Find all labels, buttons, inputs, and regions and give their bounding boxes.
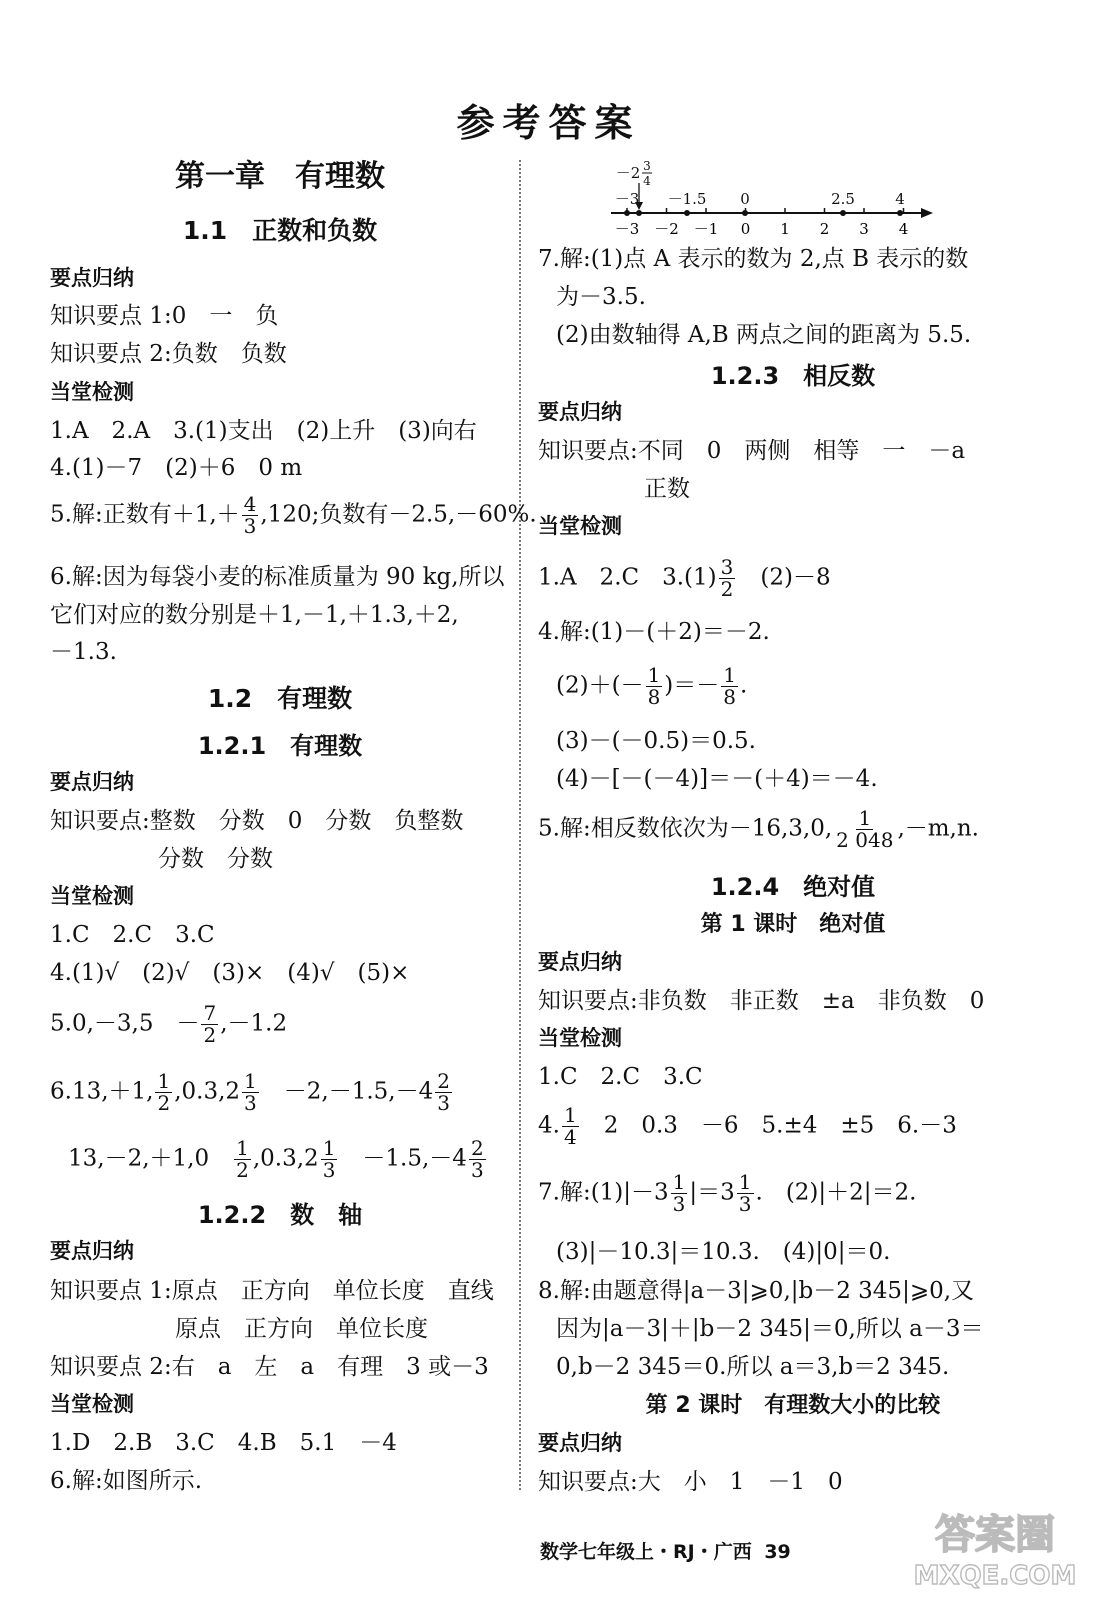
number-line-figure [603,158,943,240]
answer-line: 知识要点 2:右 a 左 a 有理 3 或－3 [50,1354,489,1380]
fraction: $\frac{7}{2}$ [203,1001,217,1047]
key-points-label: 要点归纳 [50,1239,134,1263]
page-number: 39 [764,1541,791,1563]
answer-line: 6.13,＋1, $\frac{1}{2}$ ,0.3,2 $\frac{1}{3}$ －2,－1.5,－4 $\frac{2}{3}$ [50,1069,450,1115]
check-label: 当堂检测 [538,1026,622,1050]
fraction-label-whole: －2 [615,164,641,182]
fraction: $\frac{3}{2}$ [720,555,734,601]
page-footer [540,1537,791,1564]
key-points-label: 要点归纳 [50,266,134,290]
point-dot [742,210,748,216]
fraction: $\frac{1}{3}$ [672,1170,686,1216]
check-label: 当堂检测 [50,1392,134,1416]
key-points-label: 要点归纳 [538,400,622,424]
answer-line: 分数 分数 [158,846,273,872]
answer-line: (3)－(－0.5)＝0.5. [556,728,756,754]
answer-line: 6.解:因为每袋小麦的标准质量为 90 kg,所以 [50,564,505,590]
answer-line: 5.解:相反数依次为－16,3,0, $\frac{1}{2 048}$ ,－m,n. [538,806,979,852]
point-label: －1.5 [667,190,707,208]
answer-line: 4.(1)－7 (2)＋6 0 m [50,455,303,481]
answer-line: 7.解:(1)点 A 表示的数为 2,点 B 表示的数 [538,246,969,272]
point-dot [624,210,630,216]
point-label: 4 [895,190,905,208]
book-title: 数学七年级上・RJ・广西 [540,1541,752,1563]
answer-line: (2)＋(－ $\frac{1}{8}$ )＝－ $\frac{1}{8}$ . [556,663,748,709]
answer-line: 知识要点 1:原点 正方向 单位长度 直线 [50,1278,494,1304]
point-dot [684,210,690,216]
fraction: $\frac{1}{2 048}$ [836,806,894,852]
key-points-label: 要点归纳 [50,770,134,794]
lesson-heading: 第 1 课时 绝对值 [700,912,886,937]
svg-text:MXQE.COM: MXQE.COM [913,1561,1077,1591]
answer-line: 它们对应的数分别是＋1,－1,＋1.3,＋2, [50,602,459,628]
chapter-heading: 第一章 有理数 [175,159,385,194]
answer-line: 1.C 2.C 3.C [50,922,215,948]
point-dot [897,210,903,216]
answer-line: 4.解:(1)－(＋2)＝－2. [538,619,770,645]
answer-line: 1.A 2.A 3.(1)支出 (2)上升 (3)向右 [50,418,477,444]
fraction: $\frac{2}{3}$ [470,1136,484,1182]
answer-line: 5.0,－3,5 － $\frac{7}{2}$ ,－1.2 [50,1001,288,1047]
answer-line: 知识要点:整数 分数 0 分数 负整数 [50,808,464,834]
fraction-label-den: 4 [643,174,651,188]
answer-line: (3)|－10.3|＝10.3. (4)|0|＝0. [556,1239,891,1265]
tick-label: －1 [693,220,719,238]
answer-line: 知识要点:非负数 非正数 ±a 非负数 0 [538,988,985,1014]
fraction: $\frac{4}{3}$ [243,492,257,538]
fraction: $\frac{1}{3}$ [322,1136,336,1182]
answer-line: 1.A 2.C 3.(1) $\frac{3}{2}$ (2)－8 [538,555,831,601]
subsection-heading: 1.2.1 有理数 [197,732,363,760]
tick-label: －3 [614,220,640,238]
point-dot [636,210,642,216]
answer-line: 7.解:(1)|－3 $\frac{1}{3}$ |＝3 $\frac{1}{3}$ . (2)|＋2|＝2. [538,1170,917,1216]
check-label: 当堂检测 [50,380,134,404]
point-label: －3 [614,190,640,208]
answer-line: 13,－2,＋1,0 $\frac{1}{2}$ ,0.3,2 $\frac{1}{3}$ －1.5,－4 $\frac{2}{3}$ [68,1136,484,1182]
answer-line: 1.D 2.B 3.C 4.B 5.1 －4 [50,1430,397,1456]
answer-line: 4. $\frac{1}{4}$ 2 0.3 －6 5.±4 ±5 6.－3 [538,1103,957,1149]
answer-line: 为－3.5. [556,284,646,310]
fraction: $\frac{2}{3}$ [437,1069,450,1115]
tick-label: 2 [819,220,830,238]
answer-line: 0,b－2 345＝0.所以 a＝3,b＝2 345. [556,1354,950,1380]
point-dot [840,210,846,216]
subsection-heading: 1.2.2 数 轴 [197,1201,363,1229]
column-divider [519,160,521,1490]
answer-line: 原点 正方向 单位长度 [175,1316,428,1342]
section-heading: 1.2 有理数 [207,684,353,713]
answer-line: 因为|a－3|＋|b－2 345|＝0,所以 a－3＝ [556,1316,984,1342]
answer-line: (4)－[－(－4)]＝－(＋4)＝－4. [556,766,878,792]
answer-line: 知识要点 1:0 一 负 [50,303,279,329]
tick-label: 0 [740,220,751,238]
tick-label: 4 [898,220,909,238]
svg-text:答案圈: 答案圈 [935,1512,1055,1558]
subsection-heading: 1.2.3 相反数 [710,362,876,390]
subsection-heading: 1.2.4 绝对值 [710,873,876,901]
axis-arrow [921,208,933,218]
check-label: 当堂检测 [538,514,622,538]
lesson-heading: 第 2 课时 有理数大小的比较 [645,1393,941,1418]
key-points-label: 要点归纳 [538,950,622,974]
tick-label: 3 [859,220,869,238]
fraction: $\frac{1}{3}$ [738,1170,752,1216]
answer-line: 1.C 2.C 3.C [538,1064,703,1090]
fraction: $\frac{1}{3}$ [244,1069,257,1115]
answer-line: 8.解:由题意得|a－3|⩾0,|b－2 345|⩾0,又 [538,1278,975,1304]
tick-label: 1 [780,220,790,238]
answer-line: 正数 [644,476,690,502]
watermark-logo [900,1500,1090,1595]
key-points-label: 要点归纳 [538,1431,622,1455]
fraction: $\frac{1}{4}$ [563,1103,577,1149]
answer-line: 5.解:正数有＋1,＋ $\frac{4}{3}$ ,120;负数有－2.5,－60%. [50,492,537,538]
section-heading: 1.1 正数和负数 [182,216,378,245]
answer-line: 知识要点:大 小 1 －1 0 [538,1469,843,1495]
fraction-label-num: 3 [643,159,651,173]
answer-line: 知识要点 2:负数 负数 [50,341,287,367]
fraction: $\frac{1}{2}$ [157,1069,171,1115]
answer-line: 4.(1)√ (2)√ (3)× (4)√ (5)× [50,960,410,986]
fraction: $\frac{1}{8}$ [647,663,661,709]
point-label: 2.5 [831,190,855,208]
answer-line: (2)由数轴得 A,B 两点之间的距离为 5.5. [556,322,972,348]
answer-line: －1.3. [50,639,117,665]
fraction: $\frac{1}{8}$ [723,663,737,709]
answer-line: 6.解:如图所示. [50,1468,203,1494]
check-label: 当堂检测 [50,884,134,908]
answer-line: 知识要点:不同 0 两侧 相等 一 －a [538,438,966,464]
tick-label: －2 [654,220,679,238]
fraction: $\frac{1}{2}$ [236,1136,249,1182]
point-label: 0 [740,190,750,208]
page-title: 参考答案 [456,101,641,145]
